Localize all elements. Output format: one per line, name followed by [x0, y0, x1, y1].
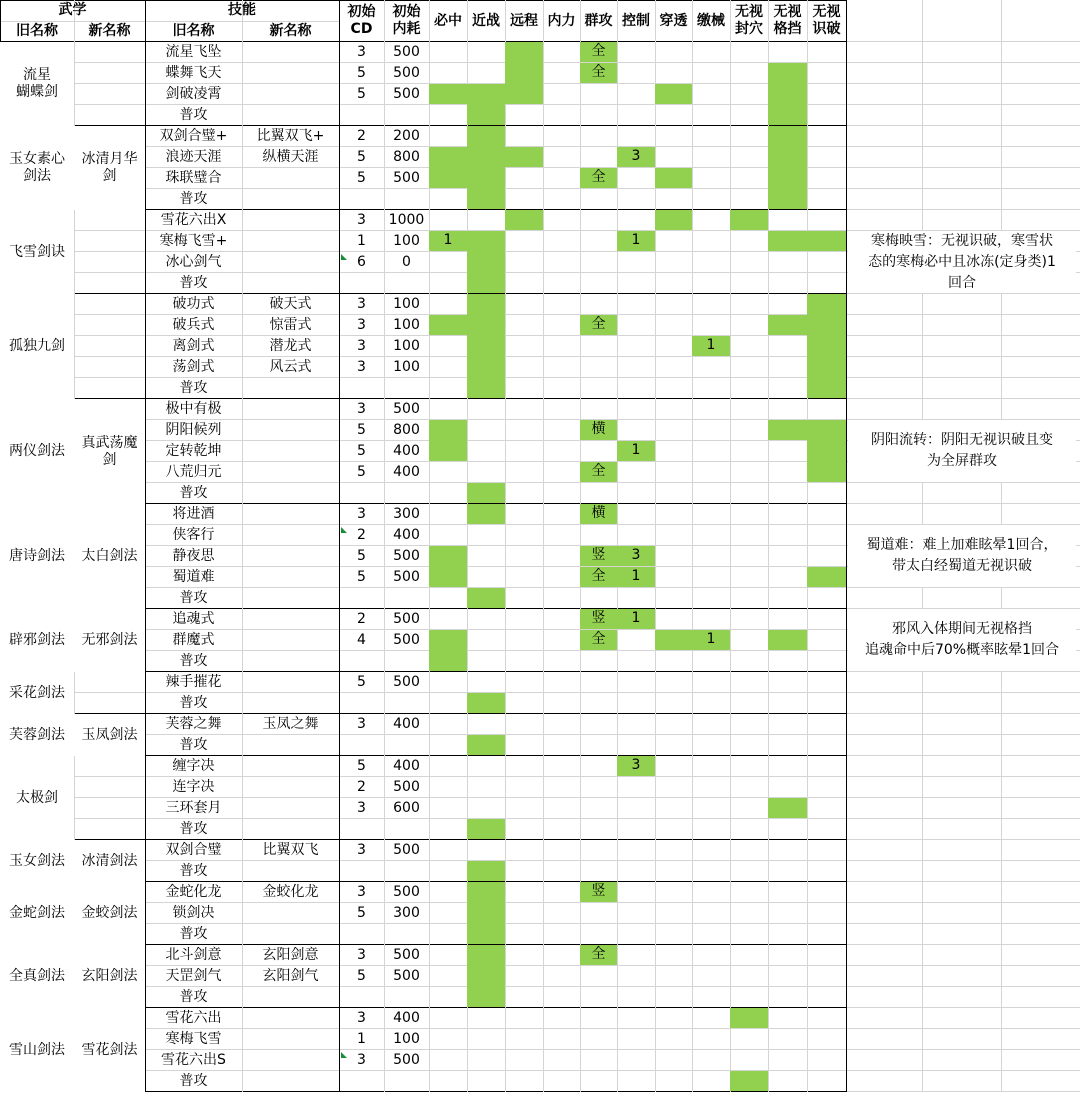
sect-old-name: 全真剑法: [0, 945, 74, 1008]
skill-old-name: 普攻: [179, 863, 208, 879]
attr-fill-cell: [467, 945, 505, 1007]
skill-cost: 500: [393, 611, 420, 627]
column-line: [846, 0, 847, 1092]
sect-old-name: 采花剑法: [0, 672, 74, 714]
skill-cost: 100: [393, 359, 420, 375]
note-text: 寒梅映雪：无视识破，寒雪状 态的寒梅必中且冰冻(定身类)1 回合: [848, 231, 1076, 293]
skill-cd: 5: [357, 65, 366, 81]
attr-fill-cell: [429, 546, 467, 587]
sect-new-name: 雪花剑法: [74, 1008, 145, 1092]
skill-cost: 100: [393, 296, 420, 312]
attr-fill-cell: 全: [580, 630, 617, 650]
skill-cd: 3: [357, 716, 366, 732]
sect-new-name: 金蛟剑法: [74, 882, 145, 945]
skill-cost: 400: [393, 464, 420, 480]
attr-fill-cell: 1: [617, 441, 655, 461]
skill-cost: 800: [393, 422, 420, 438]
skill-cost: 500: [393, 674, 420, 690]
header-attr: 群攻: [584, 12, 613, 29]
sect-new-name: 冰清月华 剑: [74, 126, 145, 210]
attr-fill-cell: [429, 630, 467, 671]
header-cost: 初始 内耗: [392, 4, 421, 37]
skill-cost: 100: [393, 233, 420, 249]
skill-cost: 500: [393, 947, 420, 963]
skill-cd: 3: [357, 212, 366, 228]
skill-cd: 2: [357, 527, 366, 543]
column-line: [807, 0, 808, 1092]
skill-cost: 500: [393, 632, 420, 648]
sect-new-name: 无邪剑法: [74, 609, 145, 672]
skill-old-name: 阴阳候列: [165, 422, 222, 438]
comment-marker: [341, 527, 347, 533]
skill-old-name: 静夜思: [172, 548, 215, 564]
attr-fill-cell: [807, 567, 846, 587]
skill-new-name: 纵横天涯: [262, 149, 319, 165]
skill-cd: 5: [357, 905, 366, 921]
skill-cost: 100: [393, 338, 420, 354]
skill-cost: 400: [393, 716, 420, 732]
attr-fill-cell: 竖: [580, 546, 617, 566]
attr-fill-cell: [467, 483, 505, 503]
skill-old-name: 普攻: [179, 1073, 208, 1089]
sect-old-name: 两仪剑法: [0, 399, 74, 504]
sect-old-name: 辟邪剑法: [0, 609, 74, 672]
skill-cd: 3: [357, 1052, 366, 1068]
skill-cost: 400: [393, 758, 420, 774]
header-attr: 缴械: [697, 12, 725, 29]
attr-fill-cell: [505, 147, 543, 167]
skill-new-name: 比翼双飞+: [256, 128, 325, 144]
skill-cost: 500: [393, 86, 420, 102]
sect-old-name: 飞雪剑诀: [0, 210, 74, 294]
skill-cost: 1000: [388, 212, 425, 228]
skill-cd: 3: [357, 44, 366, 60]
skill-cd: 3: [357, 401, 366, 417]
skill-old-name: 芙蓉之舞: [165, 716, 222, 732]
skill-cd: 5: [357, 86, 366, 102]
attr-fill-cell: [467, 231, 505, 293]
header-old-name: 旧名称: [16, 23, 58, 39]
attr-fill-cell: [467, 294, 505, 398]
skill-old-name: 珠联璧合: [165, 170, 222, 186]
attr-fill-cell: [730, 1008, 768, 1028]
sect-new-name: 冰清剑法: [74, 840, 145, 882]
attr-fill-cell: [429, 84, 467, 104]
sect-new-name: 玉凤剑法: [74, 714, 145, 756]
skill-new-name: 玄阳剑意: [262, 947, 319, 963]
attr-fill-cell: [807, 294, 846, 398]
skill-old-name: 破功式: [172, 296, 215, 312]
skill-cd: 1: [357, 1031, 366, 1047]
header-attr: 无视 格挡: [773, 4, 802, 37]
attr-fill-cell: 3: [617, 756, 655, 776]
attr-fill-cell: [467, 882, 505, 944]
skill-old-name: 八荒归元: [165, 464, 222, 480]
attr-fill-cell: 全: [580, 567, 617, 587]
attr-fill-cell: [467, 504, 505, 524]
attr-fill-cell: [467, 735, 505, 755]
attr-fill-cell: [467, 105, 505, 125]
sect-old-name: 玉女剑法: [0, 840, 74, 882]
skill-cost: 500: [393, 968, 420, 984]
skill-old-name: 剑破凌霄: [165, 86, 222, 102]
row-line: [846, 41, 1080, 42]
skill-old-name: 雪花六出S: [161, 1052, 226, 1068]
skill-old-name: 群魔式: [172, 632, 215, 648]
skill-cd: 3: [357, 506, 366, 522]
skill-old-name: 雪花六出: [165, 1010, 222, 1026]
attr-fill-cell: [467, 819, 505, 839]
skill-old-name: 普攻: [179, 191, 208, 207]
header-attr: 必中: [434, 12, 462, 29]
attr-fill-cell: 1: [617, 609, 655, 629]
skill-old-name: 普攻: [179, 107, 208, 123]
attr-fill-cell: 全: [580, 168, 617, 188]
column-line: [692, 0, 693, 1092]
header-attr: 近战: [472, 12, 500, 29]
skill-cost: 400: [393, 1010, 420, 1026]
header-attr: 内力: [547, 12, 576, 29]
row-line: [846, 713, 1080, 714]
attr-fill-cell: [655, 210, 692, 230]
row-line: [846, 398, 1080, 399]
skill-new-name: 金蛟化龙: [262, 884, 319, 900]
skill-cd: 6: [357, 254, 366, 270]
header-attr: 控制: [622, 12, 650, 29]
skill-cost: 300: [393, 905, 420, 921]
attr-fill-cell: [655, 168, 692, 188]
attr-fill-cell: [467, 861, 505, 881]
attr-fill-cell: 全: [580, 42, 617, 62]
skill-old-name: 普攻: [179, 653, 208, 669]
header-wuxue: 武学: [58, 2, 87, 18]
skill-old-name: 普攻: [179, 380, 208, 396]
attr-fill-cell: 竖: [580, 609, 617, 629]
row-line: [846, 671, 1080, 672]
skill-cd: 5: [357, 464, 366, 480]
skill-cd: 3: [357, 800, 366, 816]
attr-fill-cell: 全: [580, 462, 617, 482]
attr-fill-cell: [768, 420, 807, 440]
skill-cd: 5: [357, 674, 366, 690]
skill-old-name: 辣手摧花: [165, 674, 222, 690]
row-line: [846, 944, 1080, 945]
skill-old-name: 天罡剑气: [165, 968, 222, 984]
attr-fill-cell: [768, 315, 807, 335]
attr-fill-cell: 全: [580, 63, 617, 83]
skill-cost: 500: [393, 842, 420, 858]
comment-marker: [341, 1052, 347, 1058]
skill-cd: 5: [357, 968, 366, 984]
skill-old-name: 破兵式: [172, 317, 215, 333]
skill-cost: 0: [402, 254, 411, 270]
skill-old-name: 定转乾坤: [165, 443, 222, 459]
skill-new-name: 潜龙式: [269, 338, 312, 354]
attr-fill-cell: [768, 231, 807, 251]
skill-cost: 500: [393, 779, 420, 795]
attr-fill-cell: 1: [692, 336, 730, 356]
sect-old-name: 芙蓉剑法: [0, 714, 74, 756]
skill-cd: 5: [357, 170, 366, 186]
skill-cd: 5: [357, 443, 366, 459]
skill-old-name: 普攻: [179, 695, 208, 711]
skill-old-name: 寒梅飞雪: [165, 1031, 222, 1047]
skill-old-name: 双剑合璧: [165, 842, 222, 858]
attr-fill-cell: [655, 84, 692, 104]
attr-fill-cell: 全: [580, 315, 617, 335]
attr-fill-cell: 3: [617, 546, 655, 566]
skill-new-name: 玉凤之舞: [262, 716, 319, 732]
skill-cd: 3: [357, 359, 366, 375]
skill-old-name: 三环套月: [165, 800, 222, 816]
skill-old-name: 浪迹天涯: [165, 149, 222, 165]
sect-new-name: 玄阳剑法: [74, 945, 145, 1008]
skill-cd: 5: [357, 758, 366, 774]
attr-fill-cell: [467, 588, 505, 608]
skill-old-name: 普攻: [179, 821, 208, 837]
attr-fill-cell: [730, 1071, 768, 1091]
attr-fill-cell: [467, 693, 505, 713]
attr-fill-cell: [467, 168, 505, 209]
skill-old-name: 普攻: [179, 485, 208, 501]
header-skill: 技能: [228, 2, 256, 18]
header-attr: 无视 封穴: [735, 4, 763, 37]
header-attr: 穿透: [659, 12, 688, 29]
skill-cost: 500: [393, 569, 420, 585]
skill-cost: 400: [393, 527, 420, 543]
sect-old-name: 流星 蝴蝶剑: [0, 42, 74, 126]
comment-marker: [341, 254, 347, 260]
header-attr: 无视 识破: [812, 4, 841, 37]
skill-new-name: 比翼双飞: [262, 842, 319, 858]
column-line: [543, 0, 544, 1092]
sect-new-name: 真武荡魔 剑: [74, 399, 145, 504]
skill-old-name: 普攻: [179, 275, 208, 291]
skill-old-name: 普攻: [179, 989, 208, 1005]
attr-fill-cell: [429, 315, 467, 335]
attr-fill-cell: [768, 798, 807, 818]
skill-cd: 2: [357, 779, 366, 795]
header-skill-new-name: 新名称: [269, 23, 312, 39]
attr-fill-cell: 全: [580, 945, 617, 965]
skill-old-name: 寒梅飞雪+: [159, 233, 228, 249]
attr-fill-cell: 1: [429, 231, 467, 251]
sect-old-name: 太极剑: [0, 756, 74, 840]
skill-old-name: 锁剑决: [172, 905, 215, 921]
skill-cd: 4: [357, 632, 366, 648]
skill-cost: 500: [393, 1052, 420, 1068]
skill-cd: 3: [357, 947, 366, 963]
skill-new-name: 风云式: [269, 359, 312, 375]
skill-cd: 2: [357, 611, 366, 627]
attr-fill-cell: [807, 231, 846, 251]
skill-old-name: 连字决: [172, 779, 215, 795]
attr-fill-cell: [768, 63, 807, 125]
attr-fill-cell: [768, 630, 807, 650]
skill-old-name: 追魂式: [172, 611, 215, 627]
note-text: 蜀道难：难上加难眩晕1回合， 带太白经蜀道无视识破: [848, 525, 1076, 587]
attr-fill-cell: [429, 420, 467, 461]
attr-fill-cell: [807, 420, 846, 482]
skill-old-name: 缠字决: [172, 758, 215, 774]
row-line: [846, 1007, 1080, 1008]
attr-fill-cell: 横: [580, 420, 617, 440]
skill-cd: 5: [357, 422, 366, 438]
skill-cost: 300: [393, 506, 420, 522]
skill-cost: 500: [393, 884, 420, 900]
skill-cd: 5: [357, 548, 366, 564]
skill-old-name: 极中有极: [165, 401, 222, 417]
attr-fill-cell: 1: [692, 630, 730, 650]
skill-cost: 100: [393, 317, 420, 333]
sect-new-name: 太白剑法: [74, 504, 145, 609]
skill-old-name: 普攻: [179, 926, 208, 942]
skill-old-name: 流星飞坠: [165, 44, 222, 60]
skill-old-name: 蜀道难: [172, 569, 215, 585]
column-line: [730, 0, 731, 1092]
skill-cd: 3: [357, 1010, 366, 1026]
skill-cd: 3: [357, 842, 366, 858]
attr-fill-cell: 横: [580, 504, 617, 524]
attr-fill-cell: 1: [617, 231, 655, 251]
header-new-name: 新名称: [88, 23, 131, 39]
attr-fill-cell: [505, 42, 543, 104]
sect-old-name: 金蛇剑法: [0, 882, 74, 945]
row-line: [846, 755, 1080, 756]
skill-cost: 500: [393, 401, 420, 417]
skill-cost: 500: [393, 170, 420, 186]
skill-cost: 200: [393, 128, 420, 144]
row-line: [846, 209, 1080, 210]
sect-old-name: 孤独九剑: [0, 294, 74, 399]
sect-old-name: 雪山剑法: [0, 1008, 74, 1092]
skill-old-name: 双剑合璧+: [159, 128, 228, 144]
skill-cost: 500: [393, 44, 420, 60]
skill-old-name: 普攻: [179, 590, 208, 606]
attr-fill-cell: [768, 126, 807, 209]
skill-cd: 5: [357, 569, 366, 585]
attr-fill-cell: 3: [617, 147, 655, 167]
attr-fill-cell: [655, 630, 692, 650]
note-text: 阴阳流转：阴阳无视识破且变 为全屏群攻: [848, 420, 1076, 482]
attr-fill-cell: [505, 210, 543, 230]
row-line: [846, 839, 1080, 840]
skill-cd: 5: [357, 149, 366, 165]
skill-cost: 100: [393, 1031, 420, 1047]
row-line: [846, 503, 1080, 504]
skill-cost: 500: [393, 65, 420, 81]
sect-old-name: 玉女素心 剑法: [0, 126, 74, 210]
row-line: [846, 881, 1080, 882]
skill-new-name: 惊雷式: [269, 317, 312, 333]
attr-fill-cell: 1: [617, 567, 655, 587]
skill-cd: 3: [357, 884, 366, 900]
skill-cd: 3: [357, 296, 366, 312]
header-attr: 远程: [510, 12, 538, 29]
attr-fill-cell: [429, 147, 467, 188]
skill-old-name: 金蛇化龙: [165, 884, 222, 900]
skill-cost: 800: [393, 149, 420, 165]
skill-cd: 3: [357, 338, 366, 354]
attr-fill-cell: [730, 210, 768, 230]
row-line: [846, 1091, 1080, 1092]
skill-cost: 400: [393, 443, 420, 459]
skill-old-name: 离剑式: [172, 338, 215, 354]
skill-old-name: 荡剑式: [172, 359, 215, 375]
header-cd: 初始 CD: [347, 4, 376, 37]
skill-old-name: 侠客行: [172, 527, 215, 543]
attr-fill-cell: 竖: [580, 882, 617, 902]
column-line: [655, 0, 656, 1092]
skill-new-name: 玄阳剑气: [262, 968, 319, 984]
skill-cd: 1: [357, 233, 366, 249]
skill-cost: 500: [393, 548, 420, 564]
skill-old-name: 雪花六出X: [160, 212, 227, 228]
skill-old-name: 将进酒: [172, 506, 215, 522]
note-text: 邪风入体期间无视格挡 追魂命中后70%概率眩晕1回合: [848, 609, 1076, 671]
sect-old-name: 唐诗剑法: [0, 504, 74, 609]
skill-old-name: 普攻: [179, 737, 208, 753]
header-skill-old-name: 旧名称: [172, 23, 215, 39]
skill-old-name: 蝶舞飞天: [165, 65, 222, 81]
skill-new-name: 破天式: [269, 296, 312, 312]
skill-old-name: 北斗剑意: [165, 947, 222, 963]
skill-cd: 2: [357, 128, 366, 144]
skill-old-name: 冰心剑气: [165, 254, 222, 270]
skill-cost: 600: [393, 800, 420, 816]
skill-cd: 3: [357, 317, 366, 333]
row-line: [846, 125, 1080, 126]
